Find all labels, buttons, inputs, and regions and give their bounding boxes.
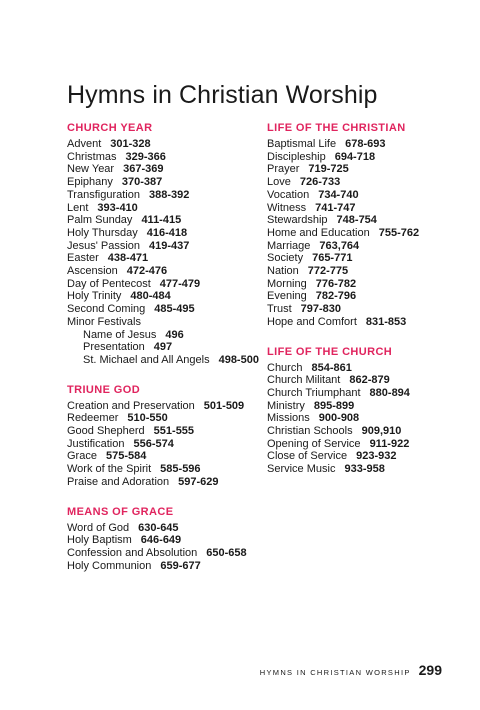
entry-label: Work of the Spirit (67, 463, 152, 476)
index-entry (67, 522, 267, 535)
index-entry (67, 252, 267, 265)
index-entry (267, 202, 467, 215)
hymn-number-range: 763,764 (319, 239, 360, 252)
hymn-number-range: 597-629 (178, 475, 219, 488)
hymn-number-range: 694-718 (334, 150, 376, 163)
right-column (267, 121, 467, 492)
hymn-number-range: 659-677 (160, 559, 201, 572)
section-heading: CHURCH YEAR (67, 122, 153, 134)
entry-label: Name of Jesus (83, 328, 157, 341)
index-entry (67, 138, 267, 151)
entry-label: Home and Education (267, 226, 370, 239)
index-entry (67, 227, 267, 240)
entry-label: Trust (267, 303, 292, 316)
entry-label: Discipleship (267, 150, 326, 163)
entry-label: Creation and Preservation (67, 399, 195, 412)
index-entry (67, 303, 267, 316)
hymn-number-range: 911-922 (369, 437, 410, 450)
index-entry (267, 240, 467, 253)
entry-label: Ascension (67, 265, 118, 278)
hymn-number-range: 501-509 (203, 399, 245, 412)
index-entry (67, 176, 267, 189)
index-entry (67, 476, 267, 489)
hymn-number-range: 393-410 (97, 201, 138, 214)
index-entry (267, 163, 467, 176)
index-entry (67, 278, 267, 291)
hymn-number-range: 734-740 (318, 188, 359, 201)
index-entry (67, 214, 267, 227)
index-entry (267, 278, 467, 291)
hymn-number-range: 301-328 (110, 138, 151, 150)
hymn-number-range: 485-495 (154, 303, 195, 316)
index-entry (267, 214, 467, 227)
index-entry (267, 362, 467, 375)
index-entry (67, 534, 267, 547)
index-entry (267, 227, 467, 240)
index-entry (267, 252, 467, 265)
hymn-number-range: 585-596 (160, 463, 201, 476)
index-entry (267, 176, 467, 189)
hymn-number-range: 551-555 (153, 425, 195, 438)
entry-label: Holy Communion (67, 559, 152, 572)
index-entry (267, 387, 467, 400)
hymn-number-range: 416-418 (146, 226, 188, 239)
hymn-number-range: 630-645 (138, 521, 179, 534)
entry-label: Church (267, 361, 303, 374)
index-entry (67, 316, 267, 329)
index-entry (67, 425, 267, 438)
entry-label: Hope and Comfort (267, 315, 357, 328)
index-entry (267, 425, 467, 438)
hymn-number-range: 895-899 (313, 399, 355, 412)
entry-label: Love (267, 176, 291, 189)
entry-label: Grace (67, 450, 97, 463)
index-section (67, 383, 267, 489)
hymn-number-range: 419-437 (149, 239, 190, 252)
entry-label: Word of God (67, 521, 130, 534)
entry-label: Palm Sunday (67, 214, 133, 227)
entry-label: Witness (267, 201, 307, 214)
index-entry (267, 265, 467, 278)
entry-label: Ministry (267, 399, 305, 412)
index-entry (67, 163, 267, 176)
entry-label: Close of Service (267, 450, 348, 463)
running-footer-title: HYMNS IN CHRISTIAN WORSHIP (259, 668, 411, 677)
index-entry (267, 189, 467, 202)
entry-label: Missions (267, 412, 310, 425)
entry-label: Second Coming (67, 303, 146, 316)
hymn-number-range: 933-958 (344, 463, 385, 476)
index-entry (267, 290, 467, 303)
entry-label: Nation (267, 265, 299, 278)
hymn-number-range: 755-762 (378, 226, 420, 239)
index-entry (267, 151, 467, 164)
hymn-number-range: 438-471 (107, 252, 149, 265)
index-entry (267, 450, 467, 463)
index-entry (267, 374, 467, 387)
hymn-number-range: 480-484 (130, 290, 171, 303)
index-entry (67, 290, 267, 303)
entry-label: Day of Pentecost (67, 277, 151, 290)
entry-label: St. Michael and All Angels (83, 353, 210, 366)
index-entry (267, 138, 467, 151)
index-entry (67, 412, 267, 425)
index-entry (67, 202, 267, 215)
page-footer (260, 662, 442, 678)
section-heading: MEANS OF GRACE (67, 505, 174, 518)
entry-label: Morning (267, 277, 307, 290)
hymn-number-range: 388-392 (148, 188, 190, 201)
index-entry (67, 400, 267, 413)
entry-label: New Year (67, 163, 115, 176)
entry-label: Church Triumphant (267, 386, 361, 399)
entry-label: Advent (67, 138, 102, 150)
hymn-number-range: 776-782 (315, 277, 357, 290)
entry-label: Service Music (267, 463, 336, 476)
index-entry (67, 463, 267, 476)
entry-label: Presentation (83, 341, 145, 354)
index-section (67, 121, 267, 367)
section-heading: LIFE OF THE CHURCH (267, 345, 393, 358)
hymn-number-range: 909,910 (361, 425, 402, 438)
entry-label: Christmas (67, 150, 117, 163)
hymn-number-range: 650-658 (206, 546, 247, 559)
hymn-number-range: 862-879 (349, 374, 390, 387)
index-section (267, 345, 467, 476)
index-entry (67, 547, 267, 560)
entry-label: Society (267, 252, 304, 265)
entry-label: Evening (267, 290, 307, 303)
index-entry (267, 316, 467, 329)
index-entry (267, 438, 467, 451)
hymn-number-range: 367-369 (123, 163, 164, 176)
hymn-number-range: 741-747 (315, 201, 356, 214)
hymn-number-range: 678-693 (345, 138, 386, 150)
page-number: 299 (418, 662, 442, 678)
index-subentry (67, 341, 267, 354)
hymn-number-range: 472-476 (126, 265, 168, 278)
hymn-number-range: 496 (165, 328, 184, 341)
entry-label: Lent (67, 201, 89, 214)
hymn-number-range: 854-861 (311, 361, 352, 374)
entry-label: Holy Baptism (67, 534, 132, 547)
hymn-number-range: 923-932 (356, 450, 397, 463)
hymn-number-range: 797-830 (300, 303, 342, 316)
index-entry (267, 412, 467, 425)
entry-label: Praise and Adoration (67, 475, 170, 488)
entry-label: Opening of Service (267, 437, 361, 450)
hymn-number-range: 646-649 (140, 534, 182, 547)
hymn-number-range: 782-796 (315, 290, 357, 303)
hymn-number-range: 765-771 (312, 252, 353, 265)
entry-label: Holy Trinity (67, 290, 122, 303)
hymn-number-range: 556-574 (133, 437, 174, 450)
index-section (67, 505, 267, 573)
index-entry (67, 265, 267, 278)
index-entry (67, 450, 267, 463)
entry-label: Justification (67, 437, 125, 450)
entry-label: Marriage (267, 239, 311, 252)
entry-label: Baptismal Life (267, 138, 337, 150)
page-title: Hymns in Christian Worship (67, 80, 378, 109)
hymn-number-range: 726-733 (299, 176, 341, 189)
entry-label: Jesus' Passion (67, 239, 141, 252)
hymn-number-range: 370-387 (121, 176, 163, 189)
hymn-number-range: 477-479 (159, 277, 201, 290)
hymn-number-range: 880-894 (369, 386, 410, 399)
entry-label: Confession and Absolution (67, 546, 198, 559)
entry-label: Epiphany (67, 176, 113, 189)
index-entry (67, 560, 267, 573)
entry-label: Minor Festivals (67, 315, 141, 328)
index-section (267, 121, 467, 329)
index-entry (67, 151, 267, 164)
entry-label: Easter (67, 252, 99, 265)
index-subentry (67, 329, 267, 342)
index-entry (267, 400, 467, 413)
section-heading: TRIUNE GOD (67, 383, 141, 396)
entry-label: Transfiguration (67, 188, 140, 201)
entry-label: Vocation (267, 188, 310, 201)
entry-label: Stewardship (267, 214, 328, 227)
entry-label: Holy Thursday (67, 226, 138, 239)
entry-label: Redeemer (67, 412, 119, 425)
hymn-number-range: 498-500 (218, 353, 259, 366)
entry-label: Prayer (267, 163, 300, 176)
hymn-number-range: 510-550 (127, 412, 168, 425)
index-entry (67, 189, 267, 202)
entry-label: Church Militant (267, 374, 341, 387)
hymn-number-range: 831-853 (365, 315, 407, 328)
hymn-number-range: 900-908 (318, 412, 360, 425)
hymn-number-range: 497 (153, 341, 173, 354)
hymn-number-range: 772-775 (307, 265, 349, 278)
hymn-number-range: 719-725 (308, 163, 349, 176)
entry-label: Christian Schools (267, 425, 353, 438)
hymn-number-range: 748-754 (336, 214, 377, 227)
index-entry (67, 240, 267, 253)
hymn-number-range: 411-415 (141, 214, 182, 227)
entry-label: Good Shepherd (67, 425, 145, 438)
hymn-number-range: 329-366 (125, 150, 166, 163)
section-heading: LIFE OF THE CHRISTIAN (267, 122, 406, 134)
index-entry (67, 438, 267, 451)
left-column (67, 121, 267, 588)
index-subentry (67, 354, 267, 367)
index-entry (267, 303, 467, 316)
hymn-number-range: 575-584 (105, 450, 147, 463)
index-entry (267, 463, 467, 476)
